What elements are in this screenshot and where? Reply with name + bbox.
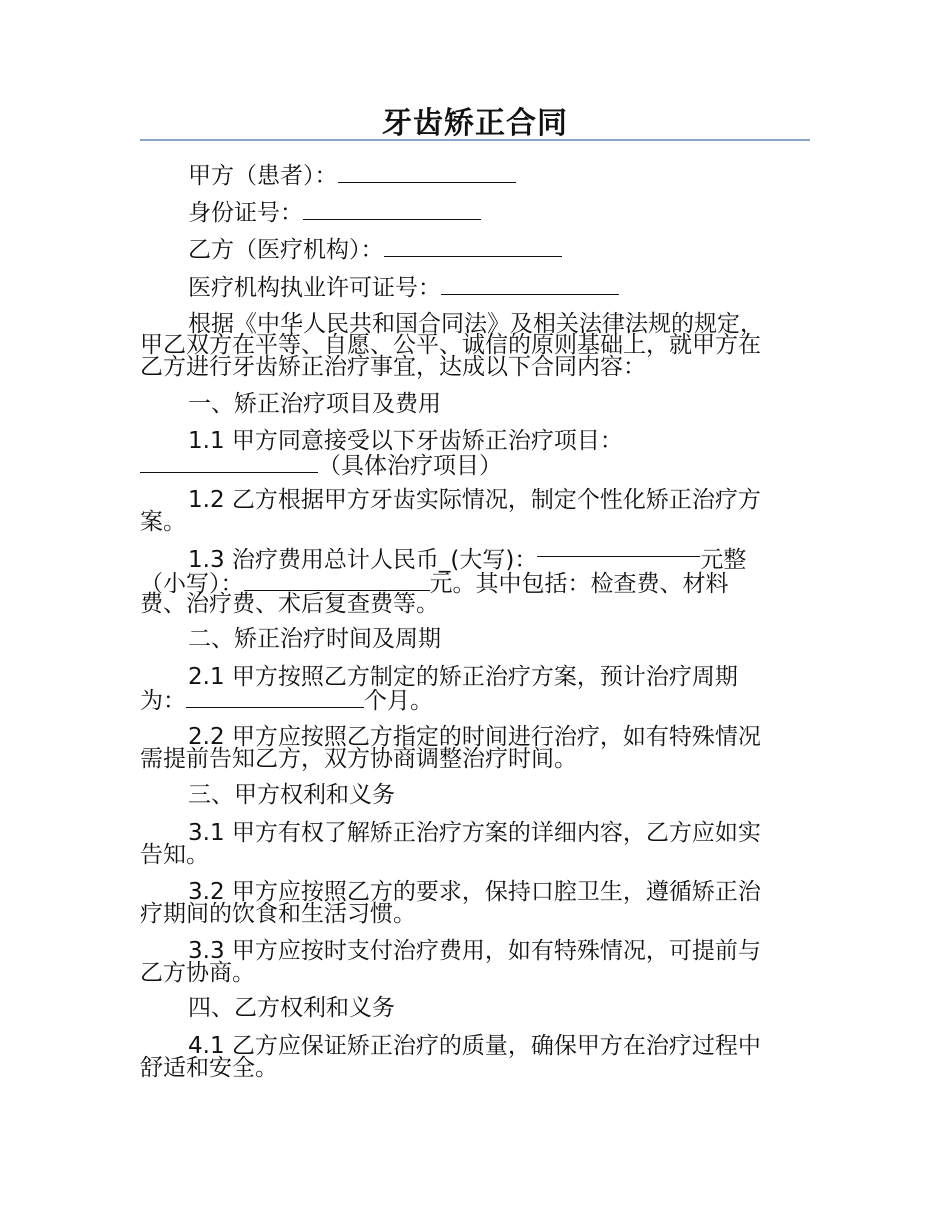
party-a-line xyxy=(188,162,858,188)
item-1-2-line-2: 案。 xyxy=(140,509,186,535)
section-4-heading: 四、乙方权利和义务 xyxy=(188,995,395,1021)
party-b-line xyxy=(188,236,858,262)
treatment-item-blank xyxy=(140,452,318,473)
license-blank xyxy=(441,274,619,295)
item-1-2-line-1: 1.2 乙方根据甲方牙齿实际情况，制定个性化矫正治疗方 xyxy=(188,487,761,513)
item-3-1-line-2: 告知。 xyxy=(140,842,209,868)
item-2-1-line-2 xyxy=(140,687,810,713)
item-3-2-line-2: 疗期间的饮食和生活习惯。 xyxy=(140,901,416,927)
item-1-1-line-1: 1.1 甲方同意接受以下牙齿矫正治疗项目： xyxy=(188,428,623,454)
item-3-2-line-1: 3.2 甲方应按照乙方的要求，保持口腔卫生，遵循矫正治 xyxy=(188,879,761,905)
fee-uppercase-blank xyxy=(537,556,700,557)
period-unit: 个月。 xyxy=(364,688,433,714)
item-3-1-line-1: 3.1 甲方有权了解矫正治疗方案的详细内容，乙方应如实 xyxy=(188,820,761,846)
section-3-heading: 三、甲方权利和义务 xyxy=(188,782,395,808)
id-number-label: 身份证号： xyxy=(188,200,303,226)
party-a-label: 甲方（患者）： xyxy=(188,163,338,189)
item-2-2-line-2: 需提前告知乙方，双方协商调整治疗时间。 xyxy=(140,746,577,772)
preamble-line-2: 甲乙双方在平等、自愿、公平、诚信的原则基础上，就甲方在 xyxy=(140,332,761,358)
item-3-3-line-1: 3.3 甲方应按时支付治疗费用，如有特殊情况，可提前与 xyxy=(188,938,761,964)
title-underline xyxy=(140,139,810,141)
license-line xyxy=(188,274,858,300)
treatment-item-note: （具体治疗项目） xyxy=(318,453,502,479)
item-1-3-line-1 xyxy=(188,548,858,572)
fee-lowercase-tail: 元。其中包括：检查费、材料 xyxy=(429,571,729,597)
license-label: 医疗机构执业许可证号： xyxy=(188,275,441,301)
fee-lowercase-label: （小写）： xyxy=(140,571,244,597)
preamble-line-1: 根据《中华人民共和国合同法》及相关法律法规的规定， xyxy=(188,311,763,337)
item-2-2-line-1: 2.2 甲方应按照乙方指定的时间进行治疗，如有特殊情况 xyxy=(188,724,761,750)
party-b-label: 乙方（医疗机构）： xyxy=(188,237,384,263)
id-number-blank xyxy=(303,199,481,220)
item-2-1-line-1: 2.1 甲方按照乙方制定的矫正治疗方案，预计治疗周期 xyxy=(188,664,738,690)
party-a-blank xyxy=(338,162,516,183)
party-b-blank xyxy=(384,236,562,257)
item-1-3-line-3: 费、治疗费、术后复查费等。 xyxy=(140,591,439,617)
period-label: 为： xyxy=(140,688,186,714)
document-title: 牙齿矫正合同 xyxy=(382,106,568,141)
section-2-heading: 二、矫正治疗时间及周期 xyxy=(188,626,441,652)
fee-uppercase-label: 1.3 治疗费用总计人民币_(大写)： xyxy=(188,547,538,573)
section-1-heading: 一、矫正治疗项目及费用 xyxy=(188,391,441,417)
item-1-1-line-2 xyxy=(140,452,810,478)
item-4-1-line-2: 舒适和安全。 xyxy=(140,1055,278,1081)
preamble-line-3: 乙方进行牙齿矫正治疗事宜，达成以下合同内容： xyxy=(140,354,646,380)
item-4-1-line-1: 4.1 乙方应保证矫正治疗的质量，确保甲方在治疗过程中 xyxy=(188,1033,761,1059)
period-blank xyxy=(186,687,364,708)
id-number-line xyxy=(188,199,858,225)
item-3-3-line-2: 乙方协商。 xyxy=(140,960,255,986)
fee-lowercase-blank xyxy=(244,570,430,591)
fee-uppercase-tail: 元整 xyxy=(700,547,747,573)
